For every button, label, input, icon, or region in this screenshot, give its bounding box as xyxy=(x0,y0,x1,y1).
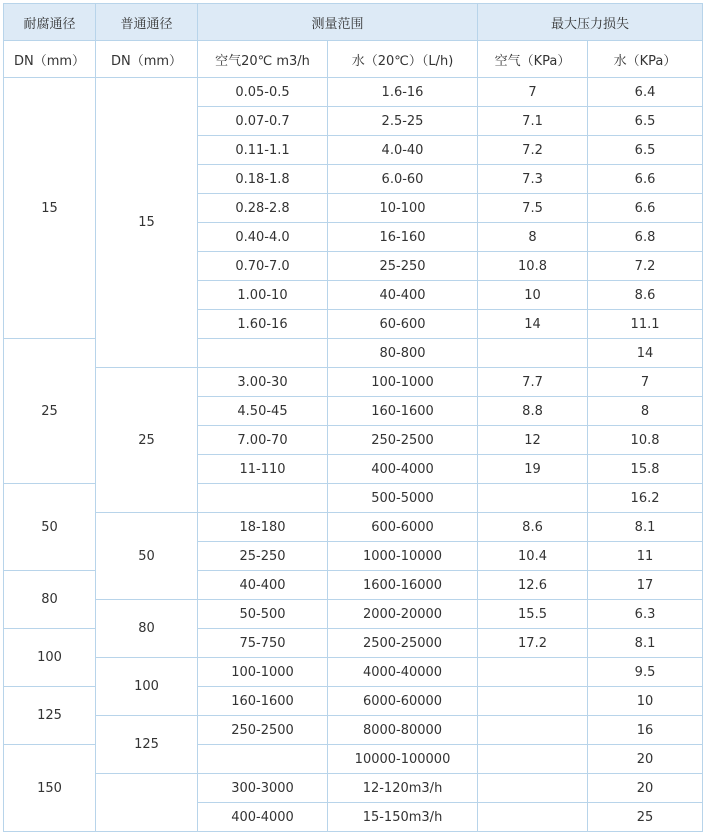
water-pressure-cell: 20 xyxy=(588,745,703,774)
water-flow-cell: 10-100 xyxy=(328,194,478,223)
water-pressure-cell: 6.6 xyxy=(588,194,703,223)
air-pressure-cell xyxy=(478,687,588,716)
water-flow-cell: 400-4000 xyxy=(328,455,478,484)
water-pressure-cell: 11 xyxy=(588,542,703,571)
water-flow-cell: 80-800 xyxy=(328,339,478,368)
air-flow-cell: 0.70-7.0 xyxy=(198,252,328,281)
header-normal-diameter: 普通通径 xyxy=(96,4,198,41)
header-row-2 xyxy=(4,41,703,78)
corrosion-dn-cell: 15 xyxy=(4,78,96,339)
water-pressure-cell: 14 xyxy=(588,339,703,368)
table-row xyxy=(4,368,703,397)
air-pressure-cell: 10.4 xyxy=(478,542,588,571)
header-corrosion-diameter: 耐腐通径 xyxy=(4,4,96,41)
air-flow-cell: 25-250 xyxy=(198,542,328,571)
air-pressure-cell xyxy=(478,803,588,832)
water-flow-cell: 2.5-25 xyxy=(328,107,478,136)
table-row xyxy=(4,658,703,687)
water-flow-cell: 1000-10000 xyxy=(328,542,478,571)
water-pressure-cell: 8.1 xyxy=(588,629,703,658)
water-flow-cell: 160-1600 xyxy=(328,397,478,426)
air-pressure-cell: 12 xyxy=(478,426,588,455)
water-pressure-cell: 6.6 xyxy=(588,165,703,194)
header-dn-corrosion: DN（mm） xyxy=(4,41,96,78)
air-flow-cell: 0.11-1.1 xyxy=(198,136,328,165)
air-flow-cell xyxy=(198,484,328,513)
air-flow-cell: 40-400 xyxy=(198,571,328,600)
normal-dn-cell: 100 xyxy=(96,658,198,716)
air-flow-cell xyxy=(198,745,328,774)
normal-dn-cell xyxy=(96,774,198,832)
water-flow-cell: 250-2500 xyxy=(328,426,478,455)
air-pressure-cell: 15.5 xyxy=(478,600,588,629)
air-pressure-cell: 7.7 xyxy=(478,368,588,397)
water-flow-cell: 2000-20000 xyxy=(328,600,478,629)
header-water-pressure: 水（KPa） xyxy=(588,41,703,78)
air-pressure-cell: 17.2 xyxy=(478,629,588,658)
table-row xyxy=(4,716,703,745)
water-pressure-cell: 16.2 xyxy=(588,484,703,513)
air-flow-cell: 300-3000 xyxy=(198,774,328,803)
air-flow-cell: 0.28-2.8 xyxy=(198,194,328,223)
air-pressure-cell: 14 xyxy=(478,310,588,339)
air-flow-cell: 18-180 xyxy=(198,513,328,542)
air-pressure-cell: 7.1 xyxy=(478,107,588,136)
air-flow-cell: 0.05-0.5 xyxy=(198,78,328,107)
water-flow-cell: 12-120m3/h xyxy=(328,774,478,803)
air-pressure-cell: 12.6 xyxy=(478,571,588,600)
header-measurement-range: 测量范围 xyxy=(198,4,478,41)
air-flow-cell: 7.00-70 xyxy=(198,426,328,455)
header-air-flow: 空气20℃ m3/h xyxy=(198,41,328,78)
water-flow-cell: 1600-16000 xyxy=(328,571,478,600)
water-pressure-cell: 15.8 xyxy=(588,455,703,484)
water-pressure-cell: 20 xyxy=(588,774,703,803)
air-flow-cell: 0.40-4.0 xyxy=(198,223,328,252)
air-pressure-cell xyxy=(478,658,588,687)
normal-dn-cell: 50 xyxy=(96,513,198,600)
air-pressure-cell: 10.8 xyxy=(478,252,588,281)
air-pressure-cell: 7.5 xyxy=(478,194,588,223)
corrosion-dn-cell: 100 xyxy=(4,629,96,687)
water-flow-cell: 500-5000 xyxy=(328,484,478,513)
water-pressure-cell: 7.2 xyxy=(588,252,703,281)
water-flow-cell: 6.0-60 xyxy=(328,165,478,194)
water-flow-cell: 4000-40000 xyxy=(328,658,478,687)
water-pressure-cell: 17 xyxy=(588,571,703,600)
water-flow-cell: 6000-60000 xyxy=(328,687,478,716)
water-pressure-cell: 10.8 xyxy=(588,426,703,455)
header-air-pressure: 空气（KPa） xyxy=(478,41,588,78)
water-flow-cell: 16-160 xyxy=(328,223,478,252)
water-flow-cell: 60-600 xyxy=(328,310,478,339)
water-pressure-cell: 11.1 xyxy=(588,310,703,339)
air-pressure-cell: 7 xyxy=(478,78,588,107)
water-pressure-cell: 25 xyxy=(588,803,703,832)
water-pressure-cell: 10 xyxy=(588,687,703,716)
air-pressure-cell: 7.3 xyxy=(478,165,588,194)
air-flow-cell: 11-110 xyxy=(198,455,328,484)
normal-dn-cell: 15 xyxy=(96,78,198,368)
air-flow-cell xyxy=(198,339,328,368)
water-pressure-cell: 8.6 xyxy=(588,281,703,310)
water-flow-cell: 1.6-16 xyxy=(328,78,478,107)
header-dn-normal: DN（mm） xyxy=(96,41,198,78)
water-pressure-cell: 6.5 xyxy=(588,136,703,165)
air-pressure-cell xyxy=(478,774,588,803)
air-flow-cell: 4.50-45 xyxy=(198,397,328,426)
air-pressure-cell xyxy=(478,484,588,513)
water-flow-cell: 25-250 xyxy=(328,252,478,281)
water-flow-cell: 15-150m3/h xyxy=(328,803,478,832)
table-body xyxy=(4,4,703,832)
corrosion-dn-cell: 25 xyxy=(4,339,96,484)
air-pressure-cell xyxy=(478,745,588,774)
air-flow-cell: 100-1000 xyxy=(198,658,328,687)
water-pressure-cell: 16 xyxy=(588,716,703,745)
table-row xyxy=(4,78,703,107)
water-pressure-cell: 8 xyxy=(588,397,703,426)
water-flow-cell: 10000-100000 xyxy=(328,745,478,774)
air-pressure-cell xyxy=(478,339,588,368)
water-flow-cell: 8000-80000 xyxy=(328,716,478,745)
water-pressure-cell: 6.4 xyxy=(588,78,703,107)
water-flow-cell: 4.0-40 xyxy=(328,136,478,165)
air-pressure-cell: 19 xyxy=(478,455,588,484)
header-row-1 xyxy=(4,4,703,41)
air-flow-cell: 400-4000 xyxy=(198,803,328,832)
air-flow-cell: 1.00-10 xyxy=(198,281,328,310)
table-row xyxy=(4,600,703,629)
corrosion-dn-cell: 125 xyxy=(4,687,96,745)
water-pressure-cell: 7 xyxy=(588,368,703,397)
air-pressure-cell: 7.2 xyxy=(478,136,588,165)
table-row xyxy=(4,774,703,803)
air-flow-cell: 250-2500 xyxy=(198,716,328,745)
normal-dn-cell: 125 xyxy=(96,716,198,774)
normal-dn-cell: 25 xyxy=(96,368,198,513)
table-row xyxy=(4,513,703,542)
corrosion-dn-cell: 50 xyxy=(4,484,96,571)
air-flow-cell: 0.18-1.8 xyxy=(198,165,328,194)
air-pressure-cell xyxy=(478,716,588,745)
normal-dn-cell: 80 xyxy=(96,600,198,658)
header-max-pressure-loss: 最大压力损失 xyxy=(478,4,703,41)
air-pressure-cell: 8.6 xyxy=(478,513,588,542)
air-pressure-cell: 8.8 xyxy=(478,397,588,426)
water-pressure-cell: 6.3 xyxy=(588,600,703,629)
water-flow-cell: 100-1000 xyxy=(328,368,478,397)
water-flow-cell: 600-6000 xyxy=(328,513,478,542)
water-pressure-cell: 6.5 xyxy=(588,107,703,136)
air-flow-cell: 3.00-30 xyxy=(198,368,328,397)
corrosion-dn-cell: 80 xyxy=(4,571,96,629)
water-pressure-cell: 9.5 xyxy=(588,658,703,687)
water-flow-cell: 40-400 xyxy=(328,281,478,310)
air-flow-cell: 0.07-0.7 xyxy=(198,107,328,136)
corrosion-dn-cell: 150 xyxy=(4,745,96,832)
water-flow-cell: 2500-25000 xyxy=(328,629,478,658)
air-flow-cell: 75-750 xyxy=(198,629,328,658)
air-flow-cell: 50-500 xyxy=(198,600,328,629)
header-water-flow: 水（20℃）（L/h) xyxy=(328,41,478,78)
water-pressure-cell: 8.1 xyxy=(588,513,703,542)
air-flow-cell: 1.60-16 xyxy=(198,310,328,339)
air-flow-cell: 160-1600 xyxy=(198,687,328,716)
water-pressure-cell: 6.8 xyxy=(588,223,703,252)
air-pressure-cell: 8 xyxy=(478,223,588,252)
flowmeter-spec-table xyxy=(3,3,703,832)
air-pressure-cell: 10 xyxy=(478,281,588,310)
